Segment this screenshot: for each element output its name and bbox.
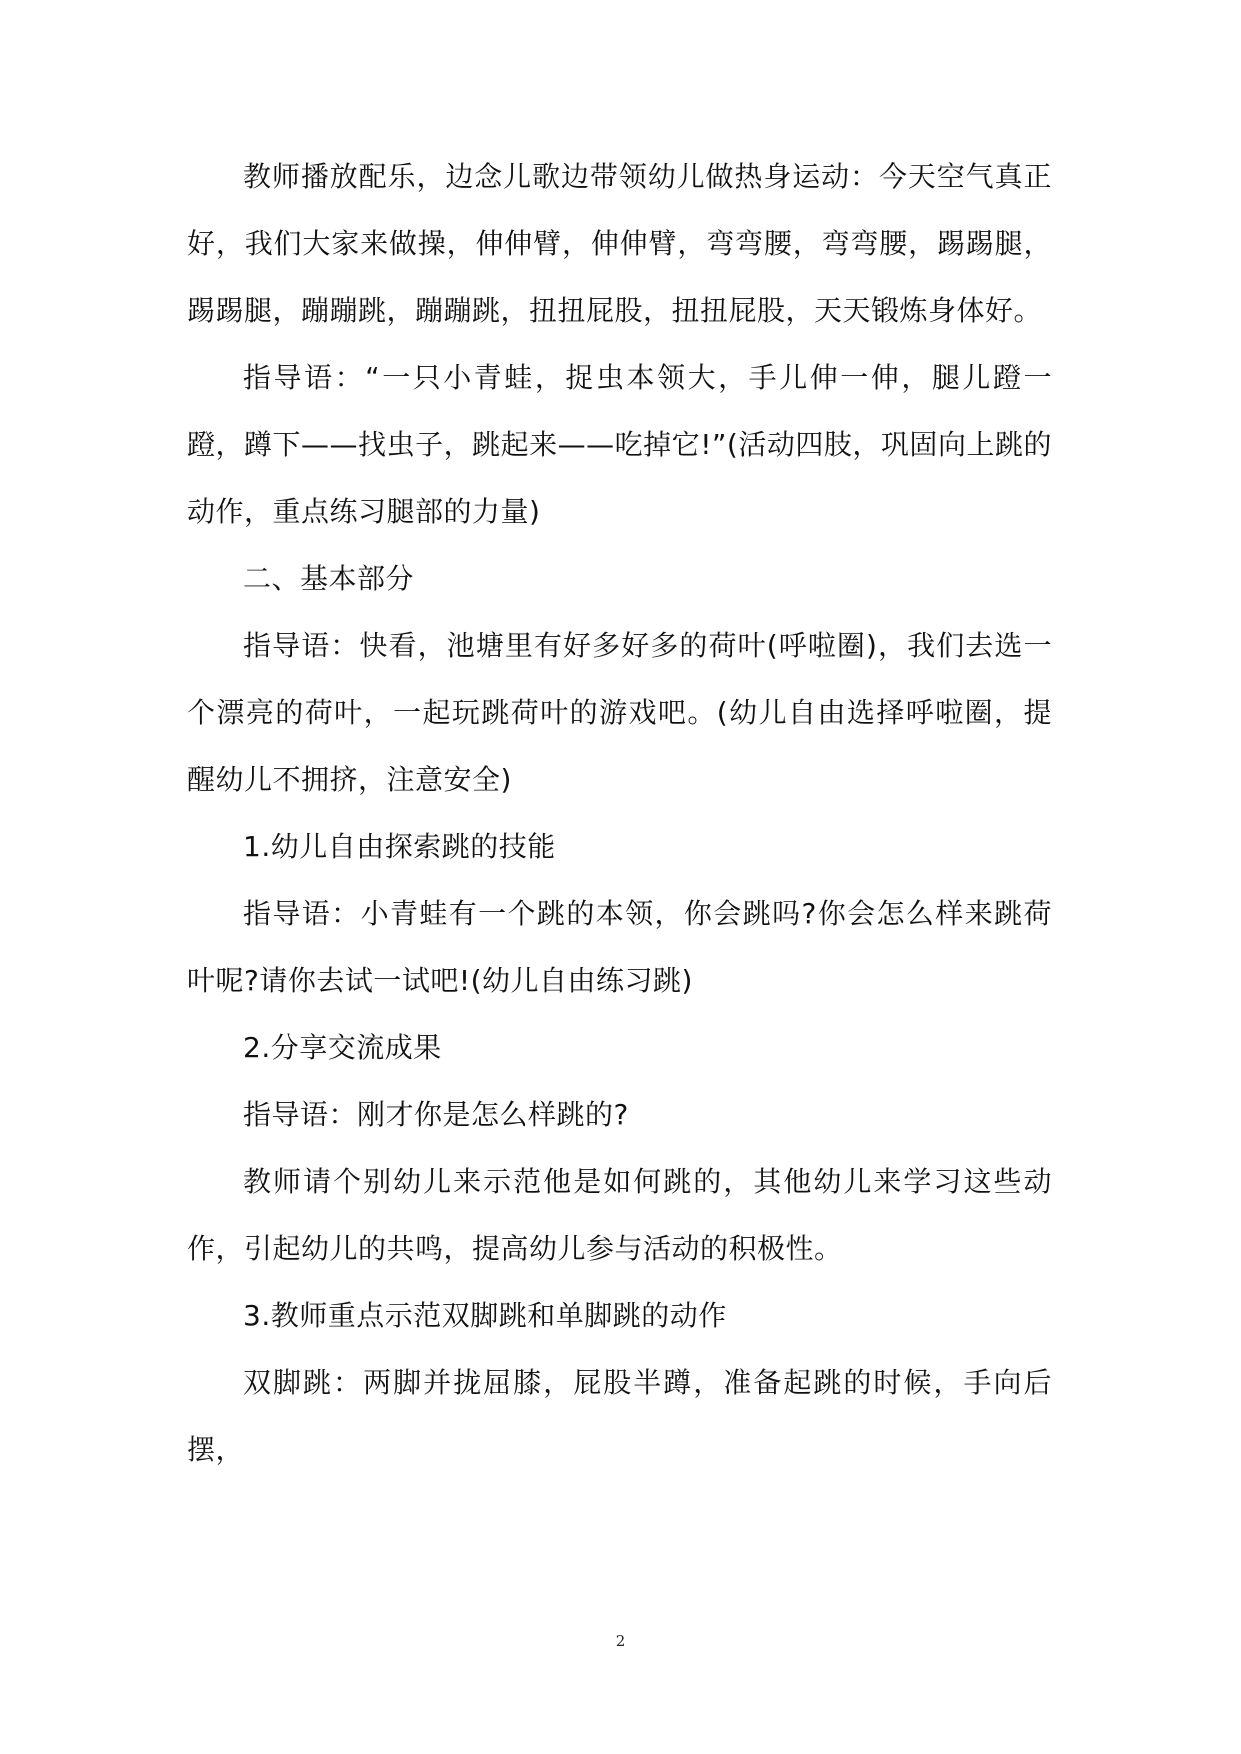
paragraph-warmup: 教师播放配乐，边念儿歌边带领幼儿做热身运动：今天空气真正好，我们大家来做操，伸伸臂，伸伸臂，弯弯腰，弯弯腰，踢踢腿，踢踢腿，蹦蹦跳，蹦蹦跳，扭扭屁股，扭扭屁股，天天锻炼身体好。 [187, 160, 1052, 327]
paragraph-guidance-question: 指导语：刚才你是怎么样跳的? [243, 1098, 629, 1131]
subheading-explore: 1.幼儿自由探索跳的技能 [243, 830, 556, 863]
document-body [187, 143, 1052, 1483]
paragraph-teacher-demo: 教师请个别幼儿来示范他是如何跳的，其他幼儿来学习这些动作，引起幼儿的共鸣，提高幼儿参与活动的积极性。 [187, 1165, 1052, 1265]
paragraph-double-jump: 双脚跳：两脚并拢屈膝，屁股半蹲，准备起跳的时候，手向后摆， [187, 1366, 1052, 1466]
section-heading-basic: 二、基本部分 [243, 562, 415, 595]
subheading-share: 2.分享交流成果 [243, 1031, 442, 1064]
page-number: 2 [615, 1632, 626, 1650]
subheading-teacher-focus: 3.教师重点示范双脚跳和单脚跳的动作 [243, 1299, 727, 1332]
paragraph-guidance-lotus: 指导语：快看，池塘里有好多好多的荷叶(呼啦圈)，我们去选一个漂亮的荷叶，一起玩跳荷叶的游戏吧。(幼儿自由选择呼啦圈，提醒幼儿不拥挤，注意安全) [187, 629, 1052, 796]
paragraph-guidance-jump: 指导语：小青蛙有一个跳的本领，你会跳吗?你会怎么样来跳荷叶呢?请你去试一试吧!(幼儿自由练习跳) [187, 897, 1052, 997]
paragraph-guidance-frog: 指导语：“一只小青蛙，捉虫本领大，手儿伸一伸，腿儿蹬一蹬，蹲下——找虫子，跳起来——吃掉它!”(活动四肢，巩固向上跳的动作，重点练习腿部的力量) [187, 361, 1052, 528]
